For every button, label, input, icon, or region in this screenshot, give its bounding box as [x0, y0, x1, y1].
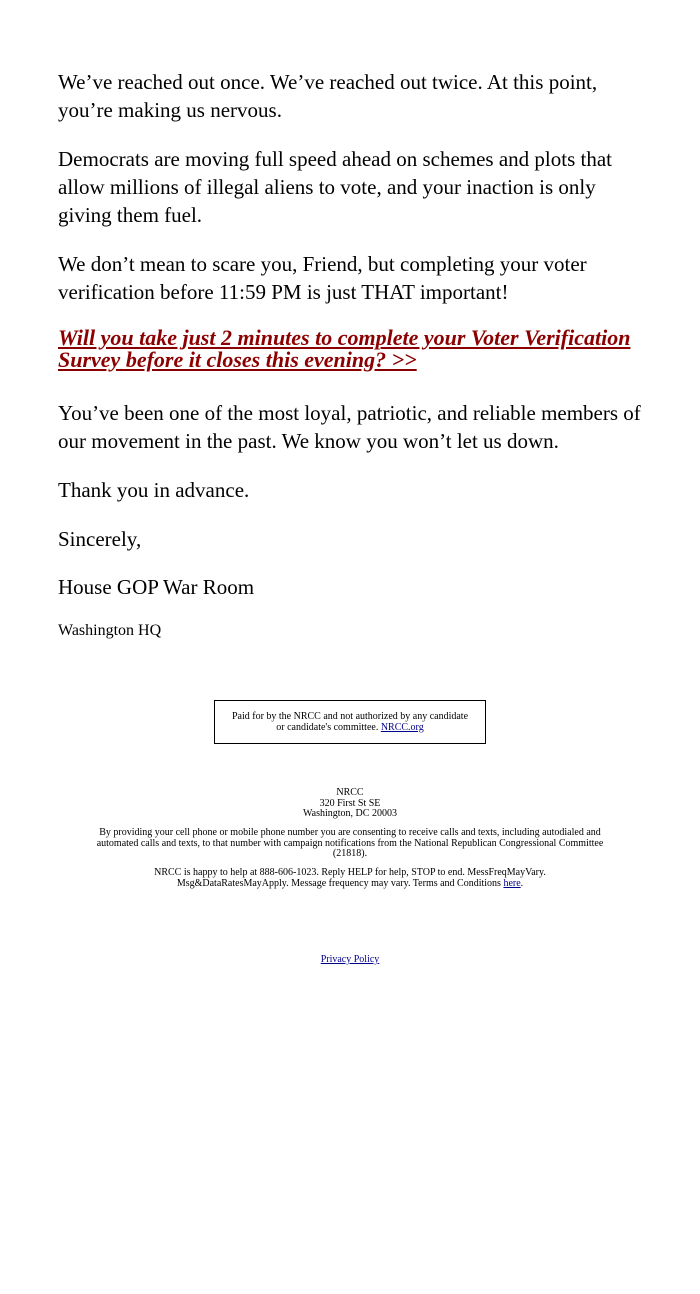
signature: House GOP War Room: [58, 575, 255, 599]
privacy-policy-link[interactable]: Privacy Policy: [320, 954, 380, 965]
paragraph: You’ve been one of the most loyal, patriotic, and reliable members of our movement in the past. We know you won’t let us down.: [58, 401, 641, 453]
org-name: NRCC: [336, 787, 364, 798]
paragraph: Sincerely,: [58, 527, 142, 551]
nrcc-link[interactable]: NRCC.org: [380, 722, 424, 733]
survey-link[interactable]: Will you take just 2 minutes to complete your Voter Verification Survey before it closes this evening? >>: [58, 325, 631, 372]
consent-text: By providing your cell phone or mobile phone number you are consenting to receive calls and texts, including autodialed and automated calls and texts, to that number with campaign notifications from the National Republican Congressional Committee (21818).: [96, 827, 604, 859]
paragraph: Thank you in advance.: [58, 478, 250, 502]
help-copy: NRCC is happy to help at 888-606-1023. Reply HELP for help, STOP to end. MessFreqMayVary. Msg&DataRatesMayApply. Message frequency may vary. Terms and Conditions: [154, 867, 546, 889]
paid-for-disclaimer: [214, 700, 486, 744]
paragraph: Democrats are moving full speed ahead on schemes and plots that allow millions of illegal aliens to vote, and your inaction is only giving them fuel.: [58, 147, 612, 227]
paragraph: We don’t mean to scare you, Friend, but completing your voter verification before 11:59 PM is just THAT important!: [58, 252, 587, 304]
email-body: [58, 68, 648, 662]
disclaimer-text: Paid for by the NRCC and not authorized by any candidate or candidate's committee.: [231, 711, 469, 733]
terms-link[interactable]: here: [503, 877, 521, 889]
privacy-wrap: [95, 955, 605, 966]
street: 320 First St SE: [319, 797, 381, 809]
paragraph: We’ve reached out once. We’ve reached out twice. At this point, you’re making us nervous.: [58, 70, 598, 122]
city: Washington, DC 20003: [303, 808, 397, 819]
signature-location: Washington HQ: [58, 622, 162, 639]
address: [95, 788, 605, 820]
help-text: NRCC is happy to help at 888-606-1023. Reply HELP for help, STOP to end. MessFreqMayVary. Msg&DataRatesMayApply. Message frequency may vary. Terms and Conditions here.: [154, 867, 546, 889]
